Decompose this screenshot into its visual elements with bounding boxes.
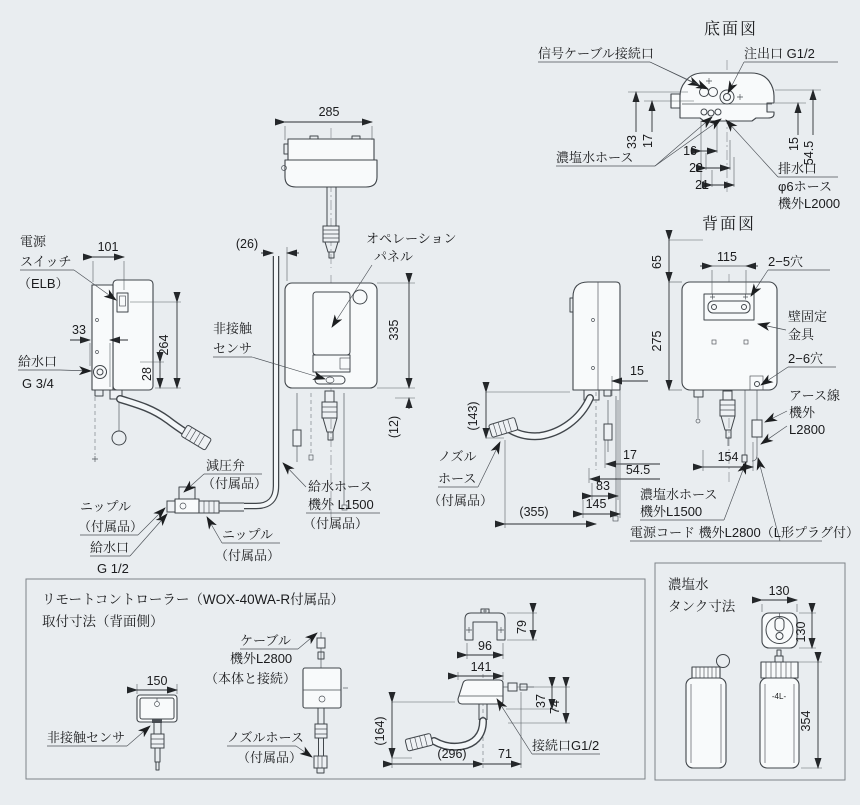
label-elb-1: 電源 [20, 234, 47, 249]
label-connection-port: 接続口G1/2 [532, 738, 600, 753]
label-back-brine-2: 機外L1500 [640, 504, 703, 519]
dim-right-355: (355) [519, 505, 549, 519]
label-drain-hose: φ6ホース [778, 179, 833, 194]
remote-box-title-2: 取付寸法（背面側） [42, 614, 164, 629]
bottom-view-title: 底面図 [703, 21, 759, 38]
dim-front-26: (26) [235, 237, 259, 251]
dim-tank-130w: 130 [768, 584, 790, 598]
label-valve-2: （付属品） [202, 476, 268, 491]
label-outlet: 注出口 G1/2 [744, 46, 815, 61]
label-bracket-1: 壁固定 [788, 309, 828, 324]
label-remote-nozzle-1: ノズルホース [227, 730, 304, 745]
dim-bottom-22: 22 [689, 161, 703, 175]
back-view-title: 背面図 [701, 216, 757, 233]
dim-remote-141: 141 [470, 660, 492, 674]
label-remote-nozzle-2: （付属品） [237, 750, 303, 765]
label-holes-bottom: 2−6穴 [788, 351, 824, 366]
dim-back-115: 115 [717, 250, 737, 264]
label-bracket-2: 金具 [788, 327, 815, 342]
label-sensor-1: 非接触 [213, 321, 253, 336]
label-power-cord: 電源コード 機外L2800（L形プラグ付） [630, 525, 859, 540]
label-valve-1: 減圧弁 [206, 458, 246, 473]
dim-front-12: (12) [387, 415, 401, 439]
label-sensor-2: センサ [213, 341, 253, 356]
label-nozzle-hose-3: （付属品） [428, 493, 494, 508]
dim-front-335: 335 [387, 319, 401, 341]
dim-bottom-17: 17 [641, 134, 655, 148]
dim-bottom-16: 16 [683, 144, 697, 158]
dim-left-101: 101 [97, 240, 119, 254]
label-supply-hose-3: （付属品） [303, 516, 369, 531]
dim-top-285: 285 [318, 105, 340, 119]
label-elb-3: （ELB） [18, 276, 69, 291]
dim-back-154: 154 [717, 450, 739, 464]
dim-right-145: 145 [585, 497, 607, 511]
dim-bottom-15: 15 [787, 137, 801, 151]
dim-right-54-5: 54.5 [625, 463, 651, 477]
label-inlet12-2: G 1/2 [97, 561, 129, 576]
dim-back-275: 275 [650, 330, 664, 352]
label-op-panel-1: オペレーション [366, 231, 457, 246]
tank-box-title-2: タンク寸法 [668, 599, 736, 614]
label-nipple-right-1: ニップル [222, 527, 273, 542]
tank-box-title-1: 濃塩水 [668, 577, 709, 592]
label-nozzle-hose-1: ノズル [438, 449, 477, 464]
label-cable-3: （本体と接続） [205, 671, 297, 686]
label-cable-1: ケーブル [240, 633, 291, 648]
dim-remote-79: 79 [515, 620, 529, 634]
label-holes-top: 2−5穴 [768, 254, 804, 269]
dim-tank-130d: 130 [794, 621, 808, 643]
dim-remote-37: 37 [534, 694, 548, 708]
label-earth-1: アース線 [789, 388, 840, 403]
dim-left-28: 28 [140, 367, 154, 381]
dim-right-83: 83 [596, 479, 610, 493]
dim-back-65: 65 [650, 255, 664, 269]
label-drain-port: 排水口 [778, 161, 818, 176]
label-earth-3: L2800 [789, 422, 826, 437]
dim-bottom-21: 21 [695, 178, 709, 192]
label-inlet34-2: G 3/4 [22, 376, 54, 391]
dim-left-33: 33 [72, 323, 86, 337]
label-brine-hose: 濃塩水ホース [556, 150, 634, 165]
dim-bottom-33: 33 [625, 135, 639, 149]
label-nipple-left-1: ニップル [80, 499, 131, 514]
dim-remote-164: (164) [373, 716, 387, 746]
label-drain-length: 機外L2000 [778, 196, 841, 211]
label-back-brine-1: 濃塩水ホース [640, 487, 718, 502]
label-cable-2: 機外L2800 [230, 651, 293, 666]
label-nozzle-hose-2: ホース [438, 471, 477, 486]
label-nipple-left-2: （付属品） [78, 519, 144, 534]
label-signal-cable: 信号ケーブル接続口 [538, 46, 654, 61]
label-supply-hose-2: 機外 L1500 [308, 497, 374, 512]
dim-tank-354: 354 [799, 710, 813, 732]
dim-remote-296: (296) [437, 747, 467, 761]
label-elb-2: スイッチ [20, 254, 72, 269]
dim-right-15: 15 [630, 364, 644, 378]
label-earth-2: 機外 [789, 405, 816, 420]
label-nipple-right-2: （付属品） [215, 548, 281, 563]
label-inlet12-1: 給水口 [90, 540, 130, 555]
dim-right-17: 17 [623, 448, 637, 462]
dim-remote-71: 71 [498, 747, 512, 761]
dim-left-264: 264 [157, 334, 171, 356]
label-op-panel-2: パネル [374, 249, 414, 264]
label-tank-capacity: -4L- [771, 692, 787, 701]
label-inlet34-1: 給水口 [18, 354, 58, 369]
dim-bottom-54-5: 54.5 [802, 140, 816, 166]
remote-box-title-1: リモートコントローラー（WOX-40WA-R付属品） [42, 592, 345, 607]
dim-right-143: (143) [466, 401, 480, 431]
dim-remote-74: 74 [548, 700, 562, 714]
label-remote-sensor: 非接触センサ [47, 730, 126, 745]
label-supply-hose-1: 給水ホース [308, 479, 373, 494]
dim-remote-96: 96 [478, 639, 492, 653]
dim-remote-150: 150 [146, 674, 168, 688]
